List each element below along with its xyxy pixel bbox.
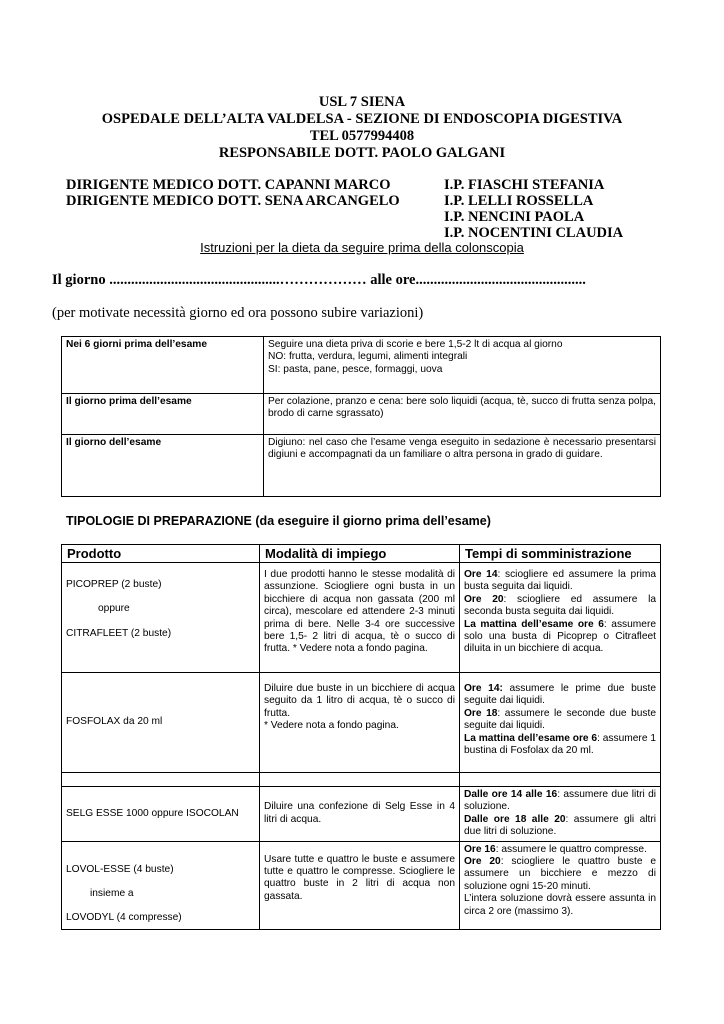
timing-step: Ore 14: assumere le prime due buste seguite dai liquidi. [464,683,656,707]
prep-table [61,544,661,930]
empty-cell [62,773,260,787]
product-cell [62,841,260,929]
prep-row-selg [62,787,661,842]
header-product: Prodotto [62,545,260,563]
header-line-phone: TEL 0577994408 [309,128,415,144]
timing-step: Dalle ore 18 alle 20: assumere gli altri due litri di soluzione. [464,813,656,838]
prep-row-picoprep [62,563,661,673]
usage-cell [260,673,460,773]
timing-step: Ore 18: assumere le seconde due buste seguite dai liquidi. [464,707,657,732]
product-cell: SELG ESSE 1000 oppure ISOCOLAN [62,787,260,842]
time-label: alle ore [370,272,416,288]
prep-row-fosfolax [62,673,661,773]
timing-step: La mattina dell’esame ore 6: assumere solo una busta di Picoprep o Citrafleet diluita in un bicchiere di acqua. [464,618,657,655]
header-timing: Tempi di somministrazione [460,545,661,563]
header-line-responsible: RESPONSABILE DOTT. PAOLO GALGANI [218,145,506,161]
appointment-line [52,272,586,289]
usage-cell: Diluire una confezione di Selg Esse in 4 litri di acqua. [260,787,460,842]
diet-instructions [264,337,661,394]
timing-step: Ore 14: sciogliere ed assumere la prima busta seguita dai liquidi. [464,569,657,593]
prep-title-rest: (da eseguire il giorno prima dell’esame) [255,514,491,528]
timing-cell [460,841,661,929]
staff-right-1: I.P. FIASCHI STEFANIA [444,177,605,193]
empty-cell [260,773,460,787]
diet-row [62,435,661,497]
timing-cell [460,673,661,773]
timing-step: Ore 20: sciogliere le quattro buste e assumere un bicchiere e mezzo di soluzione ogni 15-20 minuti. [464,856,657,892]
page-subtitle: Istruzioni per la dieta da seguire prima della colonscopia [200,240,524,255]
product-cell [62,673,260,773]
diet-when: Nei 6 giorni prima dell’esame [62,337,264,394]
diet-line: NO: frutta, verdura, legumi, alimenti integrali [268,351,468,363]
staff-left-2: DIRIGENTE MEDICO DOTT. SENA ARCANGELO [66,193,400,209]
header-usage: Modalità di impiego [260,545,460,563]
product-name: FOSFOLAX da 20 ml [66,716,163,728]
product-cell [62,563,260,673]
staff-left-1: DIRIGENTE MEDICO DOTT. CAPANNI MARCO [66,177,391,193]
prep-header-row [62,545,661,563]
diet-instructions: Digiuno: nel caso che l’esame venga eseguito in sedazione è necessario presentarsi digiuni e accompagnati da un familiare o altra persona in grado di guidare. [264,435,661,497]
usage-note: * Vedere nota a fondo pagina. [264,720,399,732]
timing-cell [460,563,661,673]
diet-row [62,337,661,394]
diet-table [61,336,661,497]
time-blank: ............................................... [415,272,586,288]
empty-cell [460,773,661,787]
timing-step: Ore 20: sciogliere ed assumere la seconda busta seguita dai liquidi. [464,593,656,618]
product-name: PICOPREP (2 buste) [66,579,162,590]
prep-title: TIPOLOGIE DI PREPARAZIONE [66,514,252,528]
diet-row [62,394,661,435]
day-label: Il giorno [52,272,106,288]
timing-step: La mattina dell’esame ore 6: assumere 1 bustina di Fosfolax da 20 ml. [464,732,656,757]
usage-cell: Usare tutte e quattro le buste e assumere tutte e quattro le compresse. Sciogliere le quattro buste in 2 litri di acqua non gassata. [260,841,460,929]
day-blank: ...............................................……………… [109,272,367,288]
product-name: LOVOL-ESSE (4 buste) [66,863,174,875]
staff-right-3: I.P. NENCINI PAOLA [444,209,585,225]
diet-line: SI: pasta, pane, pesce, formaggi, uova [268,363,443,375]
product-name: LOVODYL (4 compresse) [66,912,182,924]
timing-step: L’intera soluzione dovrà essere assunta in circa 2 ore (massimo 3). [464,893,656,917]
staff-right-2: I.P. LELLI ROSSELLA [444,193,594,209]
timing-step: Ore 16: assumere le quattro compresse. [464,843,647,855]
staff-right-4: I.P. NOCENTINI CLAUDIA [444,225,624,241]
usage-text: Diluire due buste in un bicchiere di acqua seguito da 1 litro di acqua, tè o succo di frutta. [264,683,455,719]
usage-cell: I due prodotti hanno le stesse modalità di assunzione. Sciogliere ogni busta in un bicchiere di acqua non gassata (200 ml circa), mescolare ed attendere 2-3 minuti prima di bere. Nelle 3-4 ore successive bere 1,5- 2 litri di acqua, tè o succo di frutta. * Vedere nota a fondo pagina. [260,563,460,673]
variation-note: (per motivate necessità giorno ed ora possono subire variazioni) [52,305,424,321]
diet-instructions: Per colazione, pranzo e cena: bere solo liquidi (acqua, tè, succo di frutta senza polpa, brodo di carne sgrassato) [264,394,661,435]
prep-section-title [66,514,491,528]
prep-row-spacer [62,773,661,787]
timing-cell [460,787,661,842]
product-connector: oppure [98,603,130,615]
header-line-usl: USL 7 SIENA [318,94,406,110]
diet-line: Seguire una dieta priva di scorie e bere 1,5-2 lt di acqua al giorno [268,339,563,350]
timing-step: Dalle ore 14 alle 16: assumere due litri di soluzione. [464,789,657,813]
product-connector: insieme a [90,888,134,900]
header-line-hospital: OSPEDALE DELL’ALTA VALDELSA - SEZIONE DI ENDOSCOPIA DIGESTIVA [101,111,623,127]
product-name: CITRAFLEET (2 buste) [66,627,172,639]
prep-row-lovol [62,841,661,929]
diet-when: Il giorno prima dell’esame [62,394,264,435]
diet-when: Il giorno dell’esame [62,435,264,497]
